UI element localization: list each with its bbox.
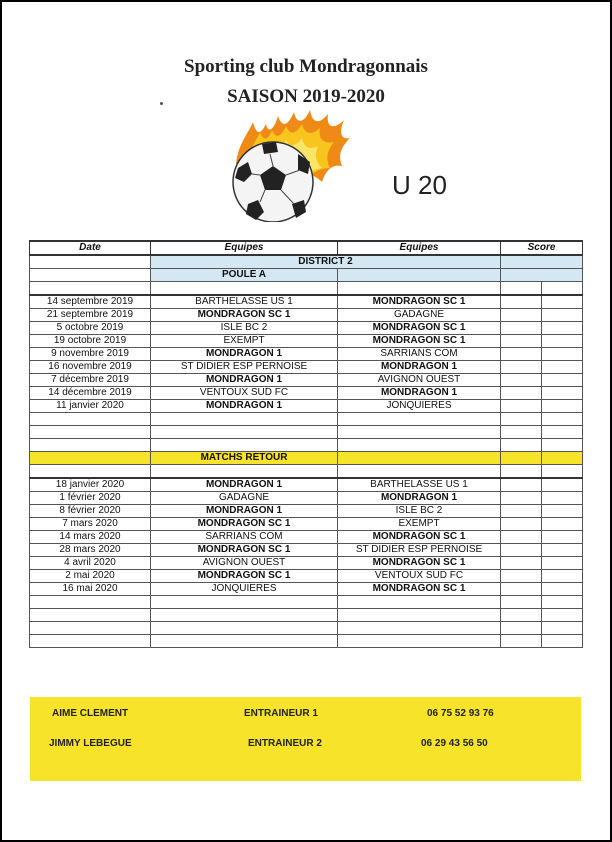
poule-fill bbox=[338, 269, 501, 282]
match-row bbox=[30, 400, 583, 413]
speck bbox=[160, 102, 163, 105]
away-team: SARRIANS COM bbox=[338, 348, 501, 361]
match-row bbox=[30, 583, 583, 596]
coach-2-phone: 06 29 43 56 50 bbox=[421, 738, 488, 749]
club-title: Sporting club Mondragonnais bbox=[184, 56, 428, 77]
match-row bbox=[30, 374, 583, 387]
away-team: EXEMPT bbox=[338, 518, 501, 531]
empty-row bbox=[30, 282, 583, 296]
flaming-soccer-ball-icon bbox=[218, 104, 358, 222]
score-home bbox=[501, 570, 542, 583]
empty-cell bbox=[542, 282, 583, 296]
away-team: MONDRAGON 1 bbox=[338, 361, 501, 374]
away-team: ISLE BC 2 bbox=[338, 505, 501, 518]
empty-cell bbox=[542, 465, 583, 479]
match-date: 16 mai 2020 bbox=[30, 583, 151, 596]
matchs-retour-row bbox=[30, 452, 583, 465]
empty-cell bbox=[501, 465, 542, 479]
score-home bbox=[501, 322, 542, 335]
empty-cell bbox=[151, 622, 338, 635]
match-row bbox=[30, 570, 583, 583]
match-row bbox=[30, 361, 583, 374]
empty-cell bbox=[501, 596, 542, 609]
home-team: MONDRAGON SC 1 bbox=[151, 309, 338, 322]
empty-cell bbox=[338, 609, 501, 622]
coach-1-role: ENTRAINEUR 1 bbox=[244, 708, 318, 719]
empty-cell bbox=[501, 635, 542, 648]
empty-cell bbox=[151, 426, 338, 439]
empty-cell bbox=[151, 635, 338, 648]
empty-cell bbox=[30, 622, 151, 635]
match-date: 14 décembre 2019 bbox=[30, 387, 151, 400]
score-home bbox=[501, 361, 542, 374]
match-row bbox=[30, 387, 583, 400]
match-row bbox=[30, 544, 583, 557]
empty-cell bbox=[151, 465, 338, 479]
match-row bbox=[30, 295, 583, 309]
home-team: MONDRAGON 1 bbox=[151, 374, 338, 387]
home-team: GADAGNE bbox=[151, 492, 338, 505]
blank-cell bbox=[30, 269, 151, 282]
retour-fill bbox=[338, 452, 501, 465]
score-away bbox=[542, 400, 583, 413]
empty-row bbox=[30, 596, 583, 609]
empty-cell bbox=[338, 635, 501, 648]
empty-row bbox=[30, 622, 583, 635]
home-team: ST DIDIER ESP PERNOISE bbox=[151, 361, 338, 374]
empty-cell bbox=[542, 622, 583, 635]
match-date: 4 avril 2020 bbox=[30, 557, 151, 570]
district-label: DISTRICT 2 bbox=[151, 255, 501, 269]
away-team: ST DIDIER ESP PERNOISE bbox=[338, 544, 501, 557]
empty-cell bbox=[151, 439, 338, 452]
empty-cell bbox=[30, 413, 151, 426]
empty-row bbox=[30, 426, 583, 439]
match-row bbox=[30, 557, 583, 570]
empty-cell bbox=[542, 635, 583, 648]
match-row bbox=[30, 309, 583, 322]
empty-cell bbox=[542, 413, 583, 426]
empty-cell bbox=[501, 426, 542, 439]
score-away bbox=[542, 531, 583, 544]
away-team: BARTHELASSE US 1 bbox=[338, 478, 501, 492]
empty-cell bbox=[151, 413, 338, 426]
score-away bbox=[542, 348, 583, 361]
blank-cell bbox=[30, 255, 151, 269]
score-home bbox=[501, 309, 542, 322]
score-away bbox=[542, 570, 583, 583]
match-date: 18 janvier 2020 bbox=[30, 478, 151, 492]
match-date: 1 février 2020 bbox=[30, 492, 151, 505]
empty-cell bbox=[30, 439, 151, 452]
retour-fill bbox=[542, 452, 583, 465]
score-away bbox=[542, 309, 583, 322]
score-away bbox=[542, 374, 583, 387]
matchs-retour-label: MATCHS RETOUR bbox=[151, 452, 338, 465]
away-team: MONDRAGON SC 1 bbox=[338, 295, 501, 309]
empty-cell bbox=[501, 609, 542, 622]
match-date: 28 mars 2020 bbox=[30, 544, 151, 557]
empty-cell bbox=[501, 282, 542, 296]
empty-cell bbox=[501, 439, 542, 452]
away-team: GADAGNE bbox=[338, 309, 501, 322]
match-row bbox=[30, 478, 583, 492]
empty-cell bbox=[338, 596, 501, 609]
match-date: 8 février 2020 bbox=[30, 505, 151, 518]
score-home bbox=[501, 400, 542, 413]
empty-row bbox=[30, 413, 583, 426]
empty-cell bbox=[30, 596, 151, 609]
empty-cell bbox=[338, 622, 501, 635]
score-home bbox=[501, 387, 542, 400]
empty-cell bbox=[542, 439, 583, 452]
score-away bbox=[542, 583, 583, 596]
score-home bbox=[501, 531, 542, 544]
score-home bbox=[501, 505, 542, 518]
score-away bbox=[542, 518, 583, 531]
match-date: 14 mars 2020 bbox=[30, 531, 151, 544]
coach-1-phone: 06 75 52 93 76 bbox=[427, 708, 494, 719]
empty-cell bbox=[151, 609, 338, 622]
score-home bbox=[501, 335, 542, 348]
away-team: MONDRAGON SC 1 bbox=[338, 322, 501, 335]
score-away bbox=[542, 505, 583, 518]
empty-row bbox=[30, 635, 583, 648]
home-team: MONDRAGON 1 bbox=[151, 400, 338, 413]
empty-cell bbox=[151, 596, 338, 609]
district-fill bbox=[501, 255, 583, 269]
home-team: JONQUIERES bbox=[151, 583, 338, 596]
empty-cell bbox=[30, 635, 151, 648]
score-home bbox=[501, 374, 542, 387]
match-row bbox=[30, 335, 583, 348]
score-away bbox=[542, 478, 583, 492]
score-home bbox=[501, 557, 542, 570]
score-home bbox=[501, 478, 542, 492]
score-away bbox=[542, 295, 583, 309]
home-team: VENTOUX SUD FC bbox=[151, 387, 338, 400]
table-header-row bbox=[30, 241, 583, 255]
match-row bbox=[30, 518, 583, 531]
empty-cell bbox=[542, 596, 583, 609]
empty-cell bbox=[338, 413, 501, 426]
empty-cell bbox=[30, 609, 151, 622]
empty-row bbox=[30, 439, 583, 452]
empty-cell bbox=[30, 465, 151, 479]
match-date: 2 mai 2020 bbox=[30, 570, 151, 583]
match-schedule-table bbox=[29, 240, 583, 648]
col-header-score: Score bbox=[501, 241, 583, 255]
empty-cell bbox=[30, 282, 151, 296]
away-team: MONDRAGON SC 1 bbox=[338, 531, 501, 544]
coach-contact-panel bbox=[30, 697, 581, 781]
score-home bbox=[501, 544, 542, 557]
home-team: BARTHELASSE US 1 bbox=[151, 295, 338, 309]
away-team: MONDRAGON SC 1 bbox=[338, 583, 501, 596]
coach-2-name: JIMMY LEBEGUE bbox=[49, 738, 132, 749]
empty-cell bbox=[542, 426, 583, 439]
away-team: MONDRAGON 1 bbox=[338, 387, 501, 400]
home-team: MONDRAGON 1 bbox=[151, 505, 338, 518]
match-row bbox=[30, 505, 583, 518]
empty-cell bbox=[151, 282, 338, 296]
season-title: SAISON 2019-2020 bbox=[227, 86, 385, 107]
match-date: 14 septembre 2019 bbox=[30, 295, 151, 309]
empty-row bbox=[30, 609, 583, 622]
away-team: JONQUIERES bbox=[338, 400, 501, 413]
poule-fill bbox=[501, 269, 583, 282]
match-date: 5 octobre 2019 bbox=[30, 322, 151, 335]
away-team: MONDRAGON SC 1 bbox=[338, 335, 501, 348]
col-header-away-team: Equipes bbox=[338, 241, 501, 255]
match-date: 21 septembre 2019 bbox=[30, 309, 151, 322]
match-row bbox=[30, 348, 583, 361]
match-row bbox=[30, 492, 583, 505]
home-team: EXEMPT bbox=[151, 335, 338, 348]
score-home bbox=[501, 583, 542, 596]
home-team: MONDRAGON 1 bbox=[151, 478, 338, 492]
home-team: MONDRAGON SC 1 bbox=[151, 518, 338, 531]
score-home bbox=[501, 348, 542, 361]
district-row bbox=[30, 255, 583, 269]
empty-cell bbox=[30, 426, 151, 439]
empty-cell bbox=[542, 609, 583, 622]
empty-cell bbox=[338, 439, 501, 452]
away-team: MONDRAGON 1 bbox=[338, 492, 501, 505]
away-team: MONDRAGON SC 1 bbox=[338, 557, 501, 570]
score-away bbox=[542, 544, 583, 557]
match-date: 9 novembre 2019 bbox=[30, 348, 151, 361]
coach-1-name: AIME CLEMENT bbox=[52, 708, 129, 719]
match-date: 11 janvier 2020 bbox=[30, 400, 151, 413]
match-date: 16 novembre 2019 bbox=[30, 361, 151, 374]
team-category: U 20 bbox=[392, 170, 447, 200]
match-date: 7 décembre 2019 bbox=[30, 374, 151, 387]
home-team: SARRIANS COM bbox=[151, 531, 338, 544]
empty-cell bbox=[501, 413, 542, 426]
match-row bbox=[30, 531, 583, 544]
col-header-date: Date bbox=[30, 241, 151, 255]
match-date: 7 mars 2020 bbox=[30, 518, 151, 531]
home-team: MONDRAGON SC 1 bbox=[151, 544, 338, 557]
empty-row bbox=[30, 465, 583, 479]
empty-cell bbox=[338, 426, 501, 439]
retour-fill bbox=[30, 452, 151, 465]
coach-2-role: ENTRAINEUR 2 bbox=[248, 738, 322, 749]
score-away bbox=[542, 322, 583, 335]
score-away bbox=[542, 557, 583, 570]
match-date: 19 octobre 2019 bbox=[30, 335, 151, 348]
score-home bbox=[501, 518, 542, 531]
home-team: MONDRAGON 1 bbox=[151, 348, 338, 361]
match-row bbox=[30, 322, 583, 335]
home-team: ISLE BC 2 bbox=[151, 322, 338, 335]
poule-label: POULE A bbox=[151, 269, 338, 282]
score-away bbox=[542, 492, 583, 505]
poule-row bbox=[30, 269, 583, 282]
score-home bbox=[501, 492, 542, 505]
retour-fill bbox=[501, 452, 542, 465]
empty-cell bbox=[501, 622, 542, 635]
score-away bbox=[542, 387, 583, 400]
col-header-home-team: Equipes bbox=[151, 241, 338, 255]
score-away bbox=[542, 335, 583, 348]
home-team: AVIGNON OUEST bbox=[151, 557, 338, 570]
empty-cell bbox=[338, 282, 501, 296]
score-home bbox=[501, 295, 542, 309]
home-team: MONDRAGON SC 1 bbox=[151, 570, 338, 583]
score-away bbox=[542, 361, 583, 374]
away-team: AVIGNON OUEST bbox=[338, 374, 501, 387]
empty-cell bbox=[338, 465, 501, 479]
away-team: VENTOUX SUD FC bbox=[338, 570, 501, 583]
